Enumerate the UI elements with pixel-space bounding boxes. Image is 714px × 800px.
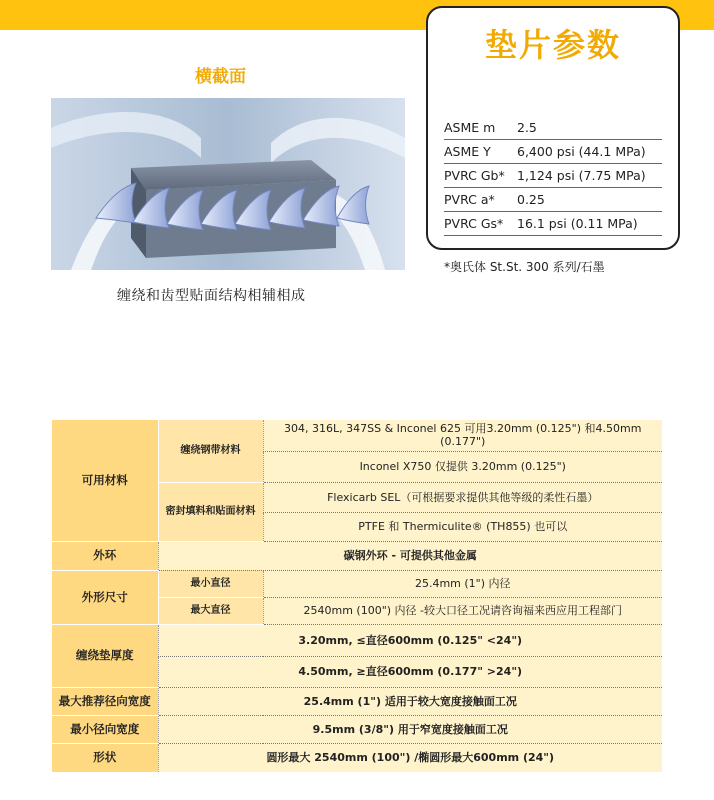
max-radial-width-label: 最大推荐径向宽度 bbox=[52, 687, 158, 715]
filler-material-value: Flexicarb SEL（可根据要求提供其他等级的柔性石墨） bbox=[263, 482, 662, 512]
gasket-parameters-table bbox=[444, 116, 662, 236]
table-row bbox=[52, 743, 662, 772]
param-value: 6,400 psi (44.1 MPa) bbox=[517, 140, 662, 164]
param-value: 0.25 bbox=[517, 188, 662, 212]
table-row bbox=[52, 624, 662, 656]
min-diameter-value: 25.4mm (1") 内径 bbox=[263, 570, 662, 597]
shape-value: 圆形最大 2540mm (100") /椭圆形最大600mm (24") bbox=[158, 743, 662, 772]
max-radial-width-value: 25.4mm (1") 适用于较大宽度接触面工况 bbox=[158, 687, 662, 715]
param-label: PVRC a* bbox=[444, 188, 517, 212]
specification-table bbox=[52, 420, 662, 772]
param-row bbox=[444, 164, 662, 188]
materials-label: 可用材料 bbox=[52, 420, 158, 541]
winding-material-value: Inconel X750 仅提供 3.20mm (0.125") bbox=[263, 451, 662, 482]
min-radial-width-label: 最小径向宽度 bbox=[52, 715, 158, 743]
max-diameter-value: 2540mm (100") 内径 -较大口径工况请咨询福来西应用工程部门 bbox=[263, 597, 662, 624]
thickness-value: 4.50mm, ≥直径600mm (0.177" >24") bbox=[158, 656, 662, 687]
cross-section-caption: 缠绕和齿型贴面结构相辅相成 bbox=[117, 288, 306, 304]
dimensions-label: 外形尺寸 bbox=[52, 570, 158, 624]
param-label: PVRC Gb* bbox=[444, 164, 517, 188]
filler-material-value: PTFE 和 Thermiculite® (TH855) 也可以 bbox=[263, 512, 662, 541]
outer-ring-value: 碳钢外环 - 可提供其他金属 bbox=[158, 541, 662, 570]
cross-section-title: 横截面 bbox=[195, 67, 246, 87]
max-diameter-label: 最大直径 bbox=[158, 597, 263, 624]
winding-material-label: 缠绕钢带材料 bbox=[158, 420, 263, 482]
parameters-footnote: *奥氏体 St.St. 300 系列/石墨 bbox=[444, 260, 605, 274]
table-row bbox=[52, 687, 662, 715]
table-row bbox=[52, 715, 662, 743]
param-label: PVRC Gs* bbox=[444, 212, 517, 236]
param-row bbox=[444, 116, 662, 140]
outer-ring-label: 外环 bbox=[52, 541, 158, 570]
param-value: 2.5 bbox=[517, 116, 662, 140]
table-row bbox=[52, 541, 662, 570]
thickness-label: 缠绕垫厚度 bbox=[52, 624, 158, 687]
param-label: ASME m bbox=[444, 116, 517, 140]
param-value: 16.1 psi (0.11 MPa) bbox=[517, 212, 662, 236]
table-row bbox=[52, 570, 662, 597]
param-row bbox=[444, 188, 662, 212]
shape-label: 形状 bbox=[52, 743, 158, 772]
gasket-parameters-card bbox=[426, 6, 680, 250]
filler-material-label: 密封填料和贴面材料 bbox=[158, 482, 263, 541]
min-radial-width-value: 9.5mm (3/8") 用于窄宽度接触面工况 bbox=[158, 715, 662, 743]
param-row bbox=[444, 140, 662, 164]
thickness-value: 3.20mm, ≤直径600mm (0.125" <24") bbox=[158, 624, 662, 656]
table-row bbox=[52, 420, 662, 451]
param-row bbox=[444, 212, 662, 236]
param-value: 1,124 psi (7.75 MPa) bbox=[517, 164, 662, 188]
cross-section-illustration bbox=[51, 98, 405, 270]
gasket-parameters-title: 垫片参数 bbox=[484, 26, 621, 64]
param-label: ASME Y bbox=[444, 140, 517, 164]
winding-material-value: 304, 316L, 347SS & Inconel 625 可用3.20mm (0.125") 和4.50mm (0.177") bbox=[263, 420, 662, 451]
min-diameter-label: 最小直径 bbox=[158, 570, 263, 597]
